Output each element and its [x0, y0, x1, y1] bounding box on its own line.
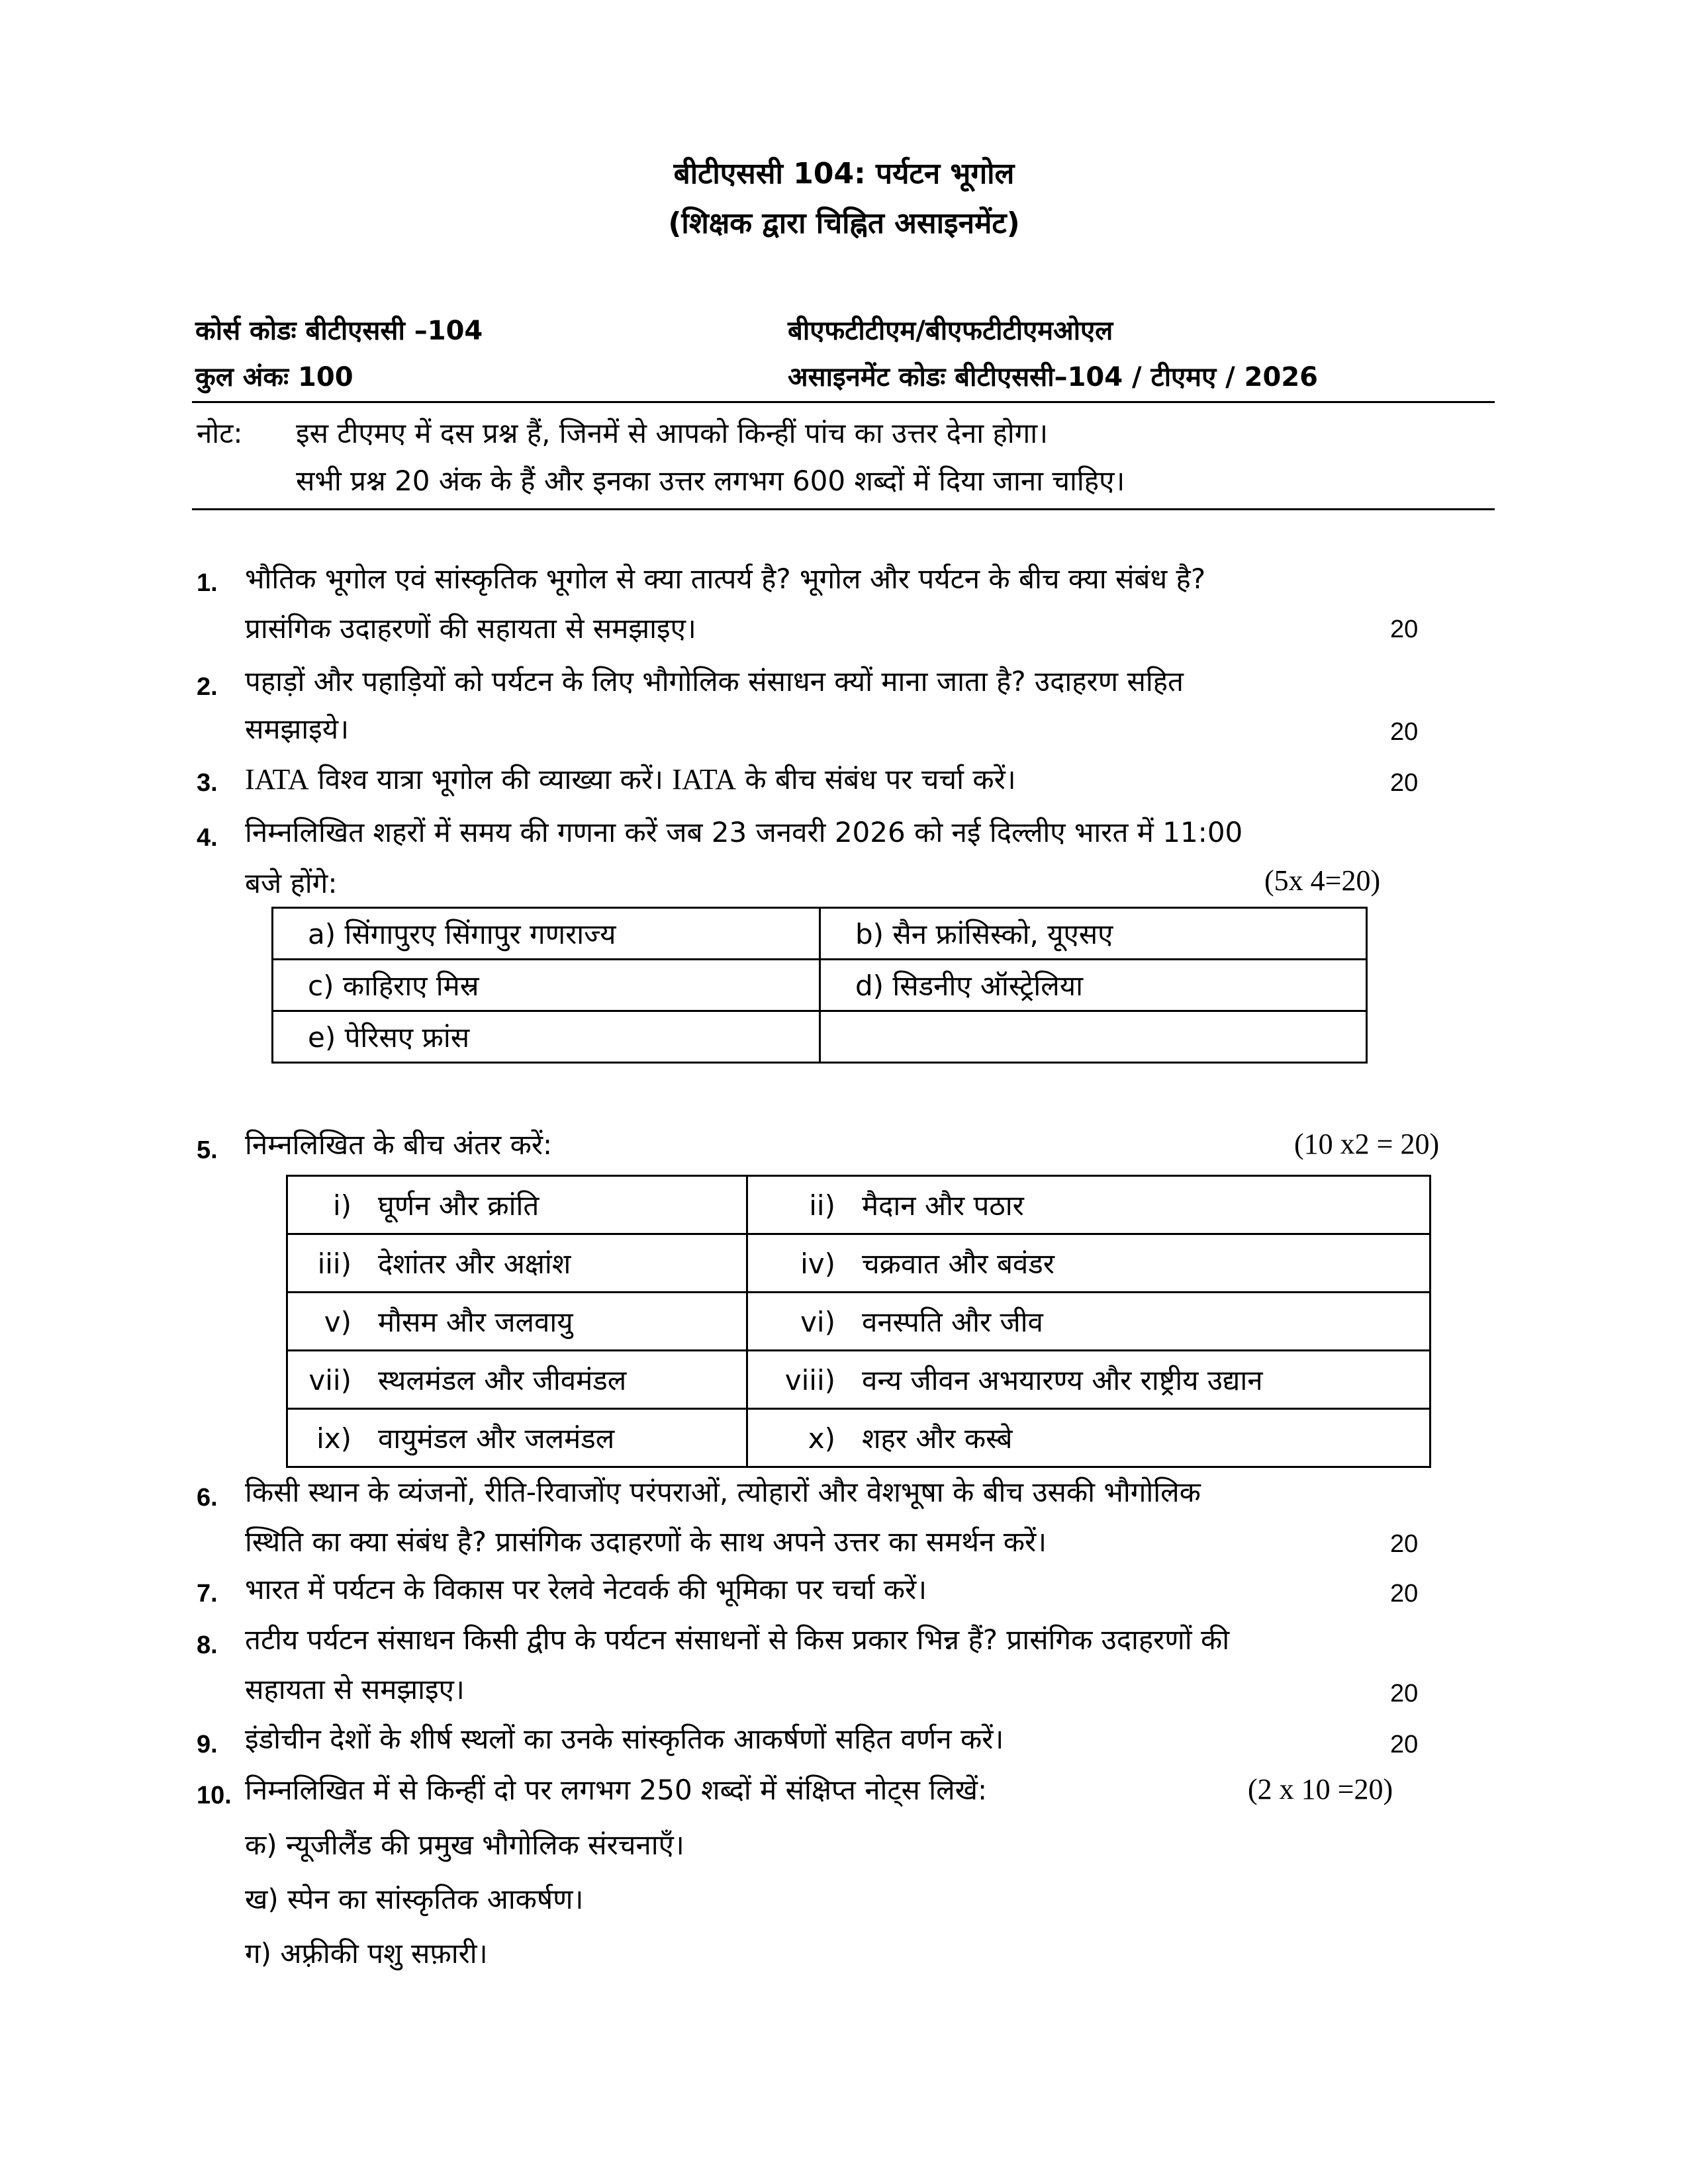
item-text: वन्य जीवन अभयारण्य और राष्ट्रीय उद्यान [862, 1364, 1263, 1396]
table-cell [747, 1176, 1430, 1234]
item-number: i) [332, 1189, 352, 1222]
item-text: मौसम और जलवायु [378, 1306, 573, 1338]
list-item: ग) अफ़्रीकी पशु सफ़ारी। [245, 1937, 488, 1970]
item-text: वनस्पति और जीव [862, 1306, 1043, 1338]
assignment-code: असाइनमेंट कोडः बीटीएससी–104 / टीएमए / 2026 [788, 362, 1318, 392]
item-number: iii) [317, 1248, 352, 1280]
question-marks: (10 x2 = 20) [1294, 1128, 1440, 1160]
note-line-1: इस टीएमए में दस प्रश्न हैं, जिनमें से आपको किन्हीं पांच का उत्तर देना होगा। [296, 417, 1049, 449]
question-marks: 20 [1390, 769, 1419, 797]
table-row [287, 1176, 1430, 1234]
table-cell: a) सिंगापुरए सिंगापुर गणराज्य [273, 908, 820, 960]
question-text: समझाइये। [245, 713, 350, 745]
item-number: viii) [784, 1364, 835, 1396]
note-line-2: सभी प्रश्न 20 अंक के हैं और इनका उत्तर लगभग 600 शब्दों में दिया जाना चाहिए। [296, 465, 1125, 497]
item-text: वायुमंडल और जलमंडल [378, 1422, 615, 1455]
iata-label: IATA [672, 763, 736, 796]
question-marks: (2 x 10 =20) [1248, 1773, 1393, 1805]
table-row [287, 1409, 1430, 1467]
table-cell [287, 1234, 747, 1293]
table-cell [747, 1293, 1430, 1351]
question-text: प्रासंगिक उदाहरणों की सहायता से समझाइए। [245, 612, 696, 645]
item-number: v) [324, 1306, 352, 1338]
note-label: नोट: [197, 417, 243, 449]
table-cell: e) पेरिसए फ्रांस [273, 1011, 820, 1063]
question-number: 1. [197, 569, 218, 597]
page-subtitle: (शिक्षक द्वारा चिह्नित असाइनमेंट) [668, 206, 1020, 240]
question-text: बजे होंगे: [245, 867, 338, 899]
item-text: शहर और कस्बे [862, 1422, 1013, 1455]
table-cell [287, 1176, 747, 1234]
table-cell: b) सैन फ्रांसिस्को, यूएसए [820, 908, 1367, 960]
programme-code: बीएफटीटीएम/बीएफटीटीएमओएल [788, 316, 1113, 346]
question-text: किसी स्थान के व्यंजनों, रीति-रिवाजोंए परंपराओं, त्योहारों और वेशभूषा के बीच उसकी भौगोलिक [245, 1476, 1201, 1508]
course-code: कोर्स कोडः बीटीएससी –104 [195, 316, 483, 346]
page-title: बीटीएससी 104: पर्यटन भूगोल [673, 157, 1015, 191]
question-number: 2. [197, 673, 218, 701]
question-marks: 20 [1390, 718, 1419, 746]
item-text: मैदान और पठार [862, 1189, 1024, 1222]
cities-table [271, 907, 1368, 1064]
question-text: IATA विश्व यात्रा भूगोल की व्याख्या करें। IATA के बीच संबंध पर चर्चा करें। [245, 763, 1016, 796]
question-text: पहाड़ों और पहाड़ियों को पर्यटन के लिए भौगोलिक संसाधन क्यों माना जाता है? उदाहरण सहित [245, 665, 1184, 698]
question-text: भौतिक भूगोल एवं सांस्कृतिक भूगोल से क्या तात्पर्य है? भूगोल और पर्यटन के बीच क्या संबंध है? [245, 563, 1206, 595]
table-row [273, 908, 1367, 960]
item-number: vii) [308, 1364, 352, 1396]
item-number: ii) [809, 1189, 835, 1222]
question-text: तटीय पर्यटन संसाधन किसी द्वीप के पर्यटन संसाधनों से किस प्रकार भिन्न हैं? प्रासंगिक उदाहरणों की [245, 1623, 1230, 1656]
total-marks: कुल अंकः 100 [195, 362, 353, 392]
table-row [273, 960, 1367, 1011]
question-text: भारत में पर्यटन के विकास पर रेलवे नेटवर्क की भूमिका पर चर्चा करें। [245, 1573, 927, 1606]
item-text: देशांतर और अक्षांश [378, 1248, 571, 1280]
question-number: 3. [197, 769, 218, 797]
question-text: निम्नलिखित के बीच अंतर करें: [245, 1128, 553, 1161]
question-number: 10. [197, 1782, 232, 1809]
question-number: 9. [197, 1731, 218, 1758]
iata-label: IATA [245, 763, 309, 796]
item-text: घूर्णन और क्रांति [378, 1189, 539, 1222]
question-number: 8. [197, 1631, 218, 1659]
table-cell [747, 1351, 1430, 1409]
list-item: क) न्यूजीलैंड की प्रमुख भौगोलिक संरचनाएँ। [245, 1829, 684, 1861]
table-cell [747, 1234, 1430, 1293]
table-row [287, 1234, 1430, 1293]
question-text: निम्नलिखित में से किन्हीं दो पर लगभग 250 शब्दों में संक्षिप्त नोट्स लिखें: [245, 1774, 988, 1806]
header-divider [192, 401, 1495, 403]
table-cell [287, 1293, 747, 1351]
item-number: iv) [800, 1248, 835, 1280]
table-row [273, 1011, 1367, 1063]
question-marks: 20 [1390, 1680, 1419, 1707]
item-number: ix) [316, 1422, 352, 1455]
question-marks: 20 [1390, 1530, 1419, 1558]
question-text: स्थिति का क्या संबंध है? प्रासंगिक उदाहरणों के साथ अपने उत्तर का समर्थन करें। [245, 1525, 1047, 1558]
question-number: 7. [197, 1580, 218, 1608]
question-text: निम्नलिखित शहरों में समय की गणना करें जब 23 जनवरी 2026 को नई दिल्लीए भारत में 11:00 [245, 816, 1243, 848]
question-marks: (5x 4=20) [1264, 864, 1381, 897]
table-cell: c) काहिराए मिस्र [273, 960, 820, 1011]
question-text: इंडोचीन देशों के शीर्ष स्थलों का उनके सांस्कृतिक आकर्षणों सहित वर्णन करें। [245, 1723, 1004, 1755]
question-number: 5. [197, 1136, 218, 1164]
differences-table [286, 1175, 1431, 1468]
question-marks: 20 [1390, 1731, 1419, 1758]
table-cell [820, 1011, 1367, 1063]
question-number: 4. [197, 824, 218, 852]
item-number: x) [808, 1422, 835, 1455]
question-marks: 20 [1390, 1580, 1419, 1608]
table-row [287, 1293, 1430, 1351]
item-text: स्थलमंडल और जीवमंडल [378, 1364, 627, 1396]
question-marks: 20 [1390, 615, 1419, 643]
question-number: 6. [197, 1484, 218, 1512]
table-cell [287, 1409, 747, 1467]
table-cell: d) सिडनीए ऑस्ट्रेलिया [820, 960, 1367, 1011]
item-text: चक्रवात और बवंडर [862, 1248, 1055, 1280]
table-row [287, 1351, 1430, 1409]
question-text: सहायता से समझाइए। [245, 1673, 465, 1706]
table-cell [747, 1409, 1430, 1467]
table-cell [287, 1351, 747, 1409]
note-divider [192, 508, 1495, 510]
item-number: vi) [800, 1306, 835, 1338]
list-item: ख) स्पेन का सांस्कृतिक आकर्षण। [245, 1883, 584, 1915]
